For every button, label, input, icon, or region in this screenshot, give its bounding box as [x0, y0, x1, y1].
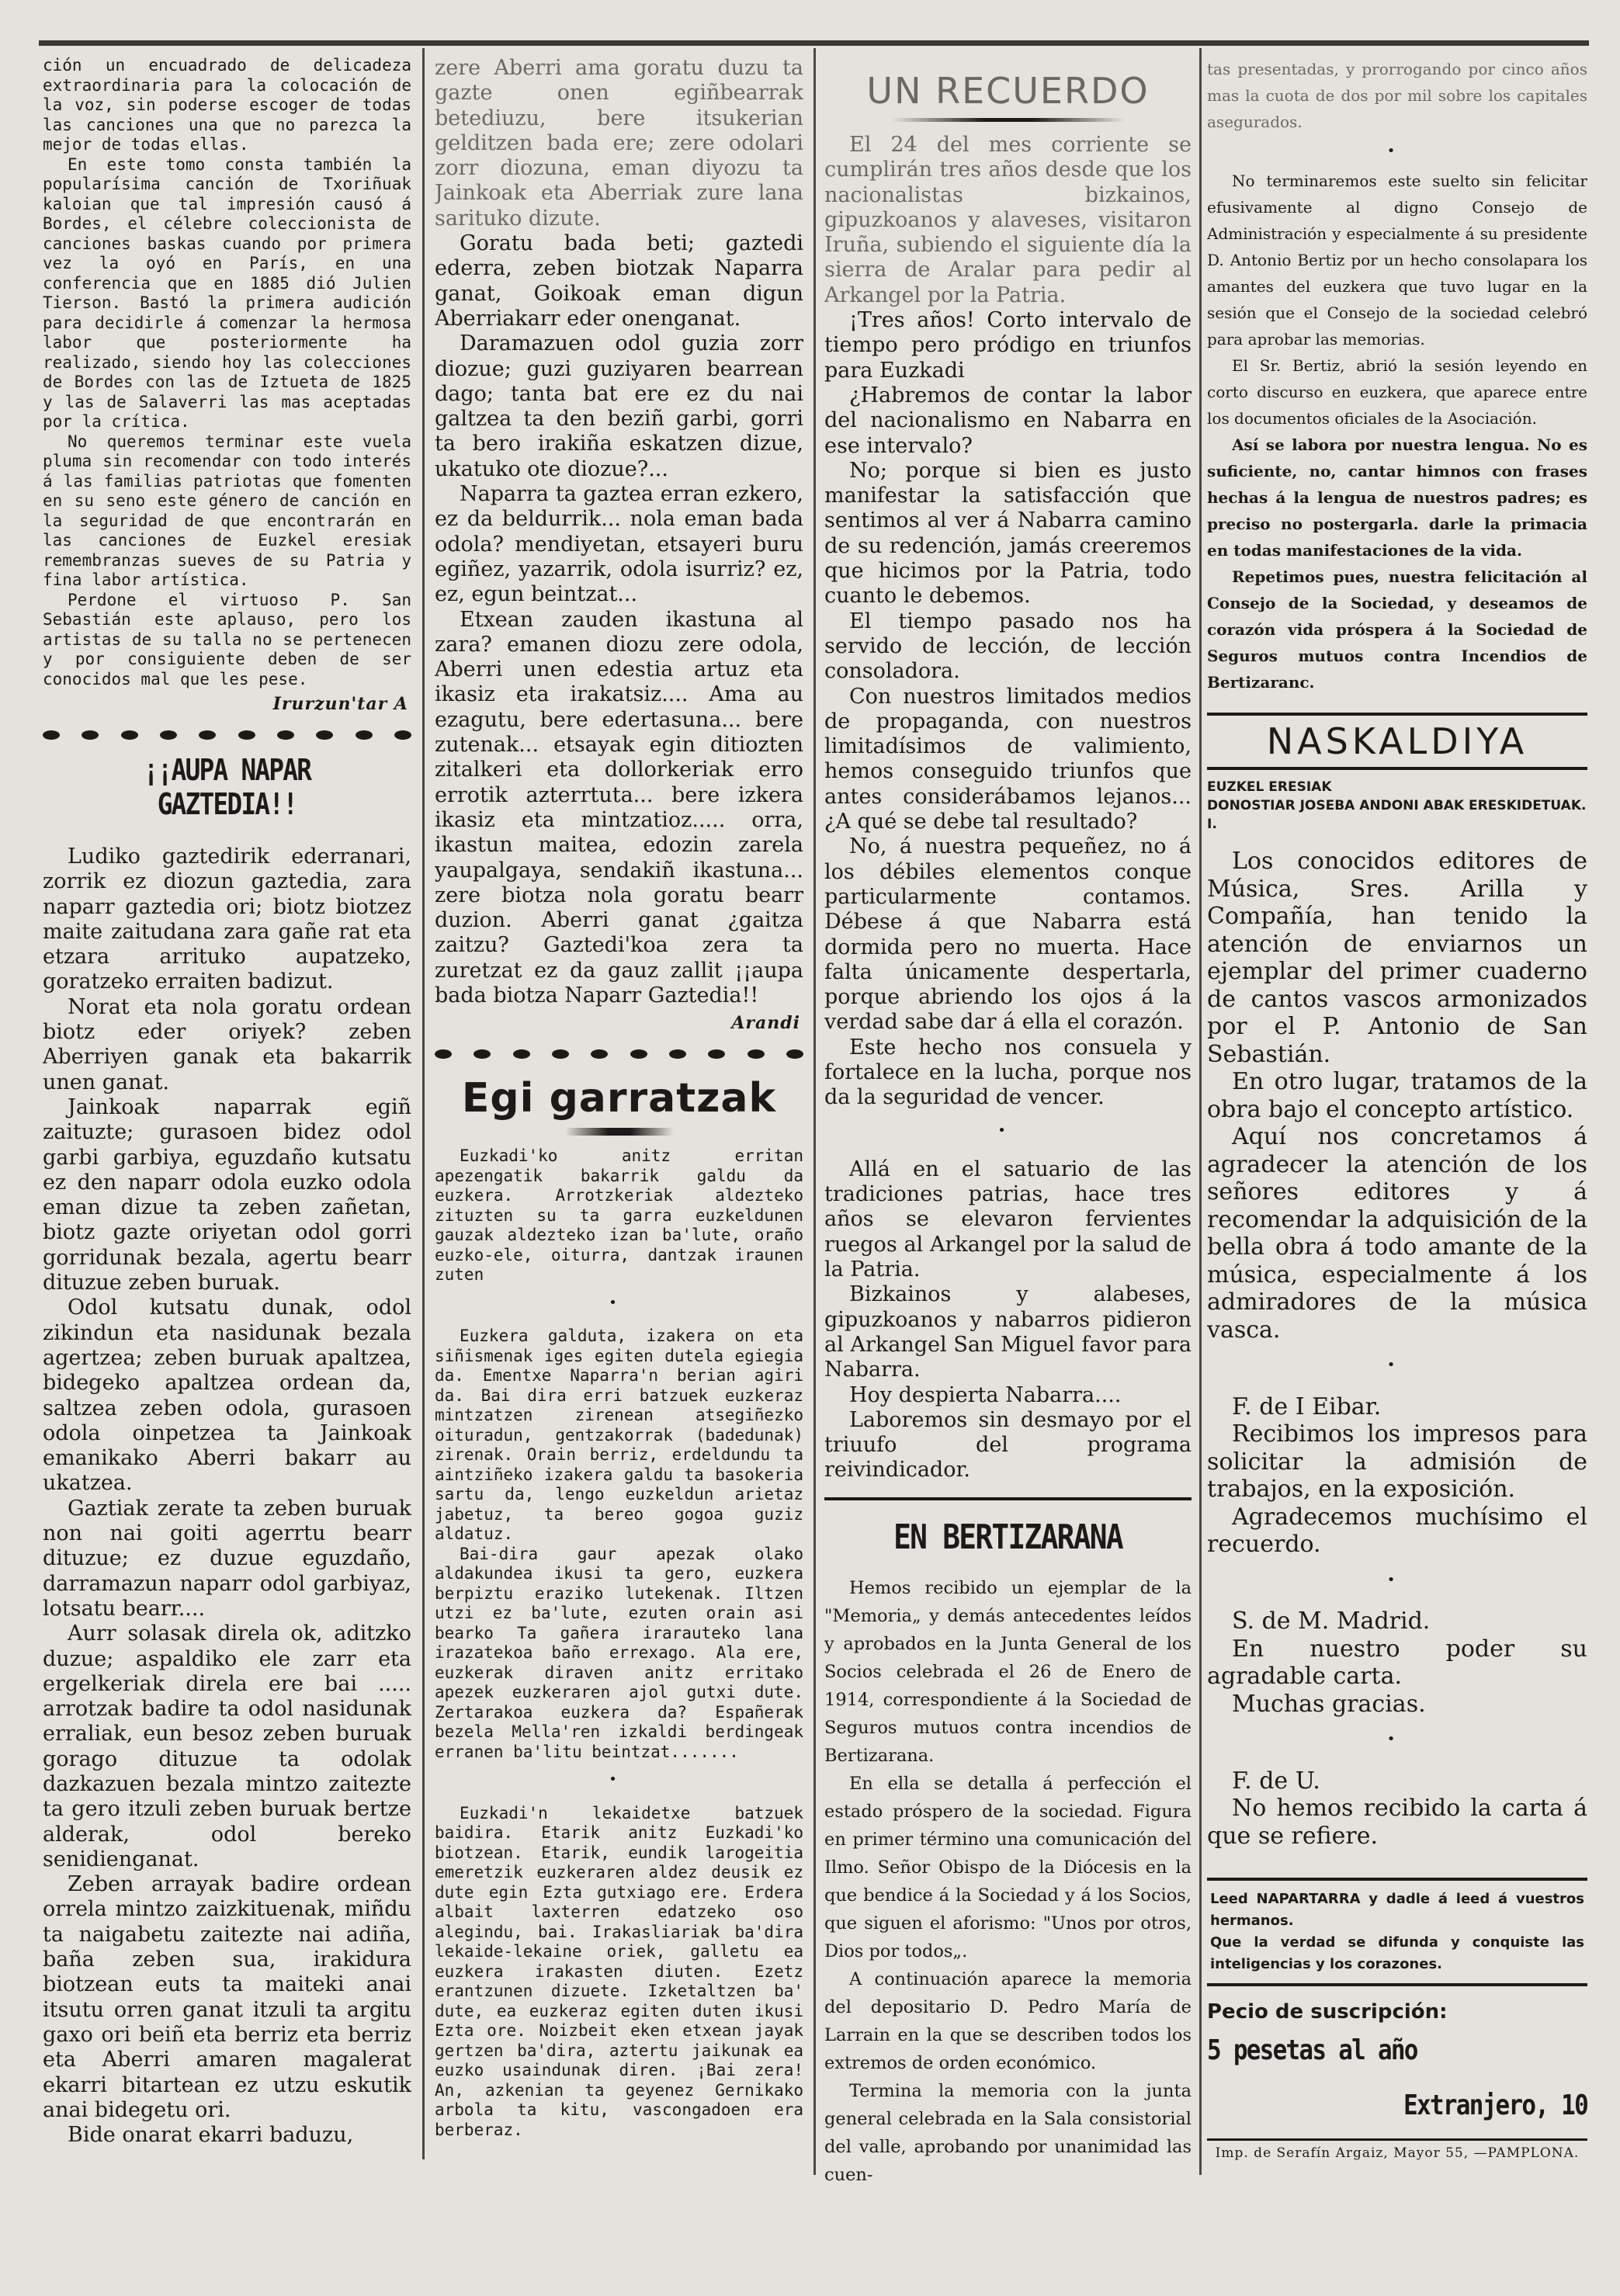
section-dots: •: [1386, 1571, 1408, 1588]
paragraph: Jainkoak naparrak egiñ zaituzte; gurasoen bidez odol garbi garbiya, eguzdaño kutsatu ez den naparr odola euzko odola eman dizue ta zeben zañetan, biotz gazte oriyetan odol gorri gorridunak bezala, agertu bearr dituzue zeben buruak.: [43, 1094, 411, 1295]
top-rule: [39, 40, 1589, 46]
column-3: [824, 56, 1192, 2189]
article-body: [1207, 848, 1587, 1850]
letter-recipient: F. de U.: [1232, 1767, 1320, 1795]
article-body: [435, 1146, 803, 2140]
paragraph: Goratu bada beti; gaztedi ederra, zeben biotzak Naparra ganat, Goikoak eman digun Aberriakarr eder onenganat.: [435, 231, 803, 331]
subscription-title: Pecio de suscripción:: [1207, 2000, 1448, 2024]
article-title: UN RECUERDO: [866, 70, 1150, 112]
paragraph: Termina la memoria con la junta general celebrada en la Sala consistorial del valle, aprobando por unanimidad las cuen-: [824, 2080, 1192, 2185]
column-rule: [813, 48, 816, 2175]
paragraph: Zeben arrayak badire ordean orrela mintzo zaizkituenak, miñdu ta naigabetu zaitezte nai adiña, baña zeben sua, irakidura biotzean euts ta maiteki anai itsutu orren ganat itzuli ta argitu gaxo ori beiñ eta berriz eta berriz eta Aberri amaren magalerat ekarri bitartean ez utzu eskutik anai bidegetu ori.: [43, 1872, 411, 2122]
ornament-swash: [892, 118, 1125, 122]
paragraph: En este tomo consta también la popularísima canción de Txoriñuak kaloian que tal impresión causó á Bordes, el célebre coleccionista de canciones baskas cuando por primera vez la oyó en París, en una conferencia que en 1885 dió Julien Tierson. Bastó la primera audición para decidirle á comenzar la hermosa labor que posteriormente ha realizado, siendo hoy las colecciones de Bordes con las de Iztueta de 1825 y las de Salaverri las mas aceptadas por la crítica.: [43, 154, 411, 431]
ornament-swash: [565, 1128, 674, 1136]
article-title: EN BERTIZARANA: [893, 1517, 1122, 1557]
section-dots: •: [1386, 143, 1408, 159]
paragraph: No terminaremos este suelto sin felicitar efusivamente al digno Consejo de Administración y especialmente á su presidente D. Antonio Bertiz por un hecho consolapara los amantes del euzkera que tuvo lugar en la sesión que el Consejo de la sociedad celebró para aprobar las memorias.: [1207, 172, 1587, 349]
music-review-continued: [43, 56, 411, 689]
paragraph: zere Aberri ama goratu duzu ta gazte onen egiñbearrak betediuzu, bere itsukerian gelditzen bada ere; zere odolari zorr diozuna, eman diyozu ta Jainkoak eta Aberriak zure lana sarituko dizute.: [435, 56, 803, 231]
paragraph: Repetimos pues, nuestra felicitación al Consejo de la Sociedad, y deseamos de corazón vida próspera á la Sociedad de Seguros mutuos contra Incendios de Bertizaranc.: [1207, 567, 1587, 692]
paragraph: En ella se detalla á perfección el estado próspero de la sociedad. Figura en primer término una comunicación del Ilmo. Señor Obispo de la Diócesis en la que bendice á la Sociedad y á los Socios, que siguen el aforismo: "Unos por otros, Dios por todos„.: [824, 1773, 1192, 1961]
paragraph: Ludiko gaztedirik ederranari, zorrik ez diozun gaztedia, zara naparr gaztedia ori; biotz biotzez maite zaitudana zara gañe rat eta etzara arrituko aupatzeko, goratzeko erraiten badizut.: [43, 845, 411, 994]
section-dots: •: [997, 1122, 1018, 1139]
paragraph: Perdone el virtuoso P. San Sebastián este aplauso, pero los artistas de su talla no se pertenecen y por consiguiente deben de ser conocidos mal que les pese.: [43, 590, 411, 688]
paragraph: Aurr solasak direla ok, aditzko duzue; aspaldiko ele zarr eta ergelkeriak direla ere bai ..... arrotzak badire ta odol nasidunak erraliak, eun besoz zeben buruak gorago dituzue ta odolak dazkazuen bezala mintzo zaitezte ta gero itzuli zeben buruak bertze alderak, odol bereko senidienganat.: [43, 1621, 411, 1871]
paragraph: Este hecho nos consuela y fortalece en la lucha, porque nos da la seguridad de vencer.: [824, 1035, 1192, 1110]
subscription-price: 5 pesetas al año: [1207, 2034, 1417, 2066]
section-header-box: [1207, 713, 1587, 770]
paragraph: Bai-dira gaur apezak olako aldakundea ikusi ta gero, euzkera berpiztu eraziko lutekenak. Iltzen utzi ez ba'lute, ezuten orain asi bearko Ta gañera irarauteko lana irazatekoa baño errexago. Ala ere, euzkerak diraven anitz erritako apezek euzkeraren ajol gutxi dute. Zertarakoa euzkera da? Españerak bezela Mella'ren izkaldi berdingeak erranen ba'litu beintzat.......: [435, 1544, 803, 1761]
section-title: NASKALDIYA: [1266, 720, 1528, 762]
article-body-continued: [435, 56, 803, 1008]
promo-line: Que la verdad se difunda y conquiste las inteligencias y los corazones.: [1210, 1934, 1584, 1972]
paragraph: Bide onarat ekarri baduzu,: [68, 2123, 354, 2148]
ornament-rule: [435, 1046, 803, 1063]
author-signature: Arandi: [731, 1013, 800, 1034]
paragraph: Norat eta nola goratu ordean biotz eder oriyek? zeben Aberriyen ganak eta bakarrik unen ganat.: [43, 994, 411, 1094]
paragraph: En otro lugar, tratamos de la obra bajo el concepto artístico.: [1207, 1068, 1587, 1123]
paragraph: tas presentadas, y prorrogando por cinco años mas la cuota de dos por mil sobre los capitales asegurados.: [1207, 60, 1587, 131]
promo-box: [1207, 1878, 1587, 1986]
paragraph: Euzkadi'n lekaidetxe batzuek baidira. Etarik anitz Euzkadi'ko biotzean. Etarik, eundik larogeitia emeretzik euzkeraren aldez deusik ez dute egin Ezta gutxiago ere. Erdera albait laxterren edatzeko oso alegindu, bai. Irakasliariak ba'dira lekaide-lekaine oriek, galletu ea euzkera irakasten diuten. Ezetz erantzunen dizuete. Izketaltzen ba' dute, ea euzkeraz egiten duten ikusi Ezta ore. Noizbeit eken etxean jayak gertzen ba'dira, aztertu jaikunak ea euzko usaindunak diren. ¡Bai zera! An, azkenian ta geyenez Gernikako arbola ta kitu, vascongadoen era berberaz.: [435, 1803, 803, 2139]
ornament-rule: [43, 727, 411, 744]
paragraph: No, á nuestra pequeñez, no á los débiles elementos conque particularmente contamos. Débese á que Nabarra está dormida pero no muerta. Hace falta únicamente despertarla, porque abriendo los ojos á la verdad sabe dar á ella el corazón.: [824, 834, 1192, 1035]
paragraph: No; porque si bien es justo manifestar la satisfacción que sentimos al ver á Nabarra camino de su redención, jamás creeremos que hicimos por la Patria, todo cuanto le debemos.: [824, 458, 1192, 609]
article-body-continued: [1207, 56, 1587, 695]
section-dots: •: [1386, 1357, 1408, 1373]
paragraph: Etxean zauden ikastuna al zara? emanen diozu zere odola, Aberri unen edestia artuz eta ikasiz eta irakatsiz.... Ama au ezagutu, bere edertasuna... bere zutenak... etsayak egin ditiozten zitalkeri eta dollorkeriak erro errotik azterrtuta... bere izkera ikasiz eta mintzatioz..... orra, ikastun maitea, edozin zarela yaupalgaya, sendakiñ ikastuna... zere biotza nola goratu bearr duzion. Aberri ganat ¿gaitza zaitzu? Gaztedi'koa zera ta zuretzat ez da gauz zallit ¡¡aupa bada biotza Naparr Gaztedia!!: [435, 607, 803, 1008]
article-body: [43, 845, 411, 2148]
article-body: [824, 1574, 1192, 2189]
paragraph: Bizkainos y alabeses, gipuzkoanos y nabarros pidieron al Arkangel San Miguel favor para Nabarra.: [824, 1282, 1192, 1382]
column-rule: [422, 48, 425, 2159]
paragraph: Euzkadi'ko anitz erritan apezengatik bakarrik galdu da euzkera. Arrotzkeriak aldezteko zituzten su ta garra euzkeldunen gauzak aldezteko izan ba'lute, oraño euzko-ele, oiturra, dantzak iraunen zuten: [435, 1146, 803, 1285]
article-body: [824, 133, 1192, 1483]
subscription-foreign: Extranjero, 10: [1403, 2090, 1587, 2121]
paragraph: Así se labora por nuestra lengua. No es suficiente, no, cantar himnos con frases hechas á la lengua de nuestros padres; es preciso no postergarla. darle la primacia en todas manifestaciones de la vida.: [1207, 435, 1587, 560]
article-title: Egi garratzak: [461, 1075, 777, 1122]
paragraph: Agradecemos muchísimo el recuerdo.: [1207, 1503, 1587, 1558]
column-4: [1207, 56, 1587, 2161]
paragraph: No queremos terminar este vuela pluma sin recomendar con todo interés á las familias patriotas que fomenten en su seno este género de canción en la seguridad de que encontrarán en las canciones de Euzkel eresiak remembranzas sueves de su Patria y fina labor artística.: [43, 432, 411, 589]
letter-recipient: F. de I Eibar.: [1232, 1393, 1382, 1420]
paragraph: Daramazuen odol guzia zorr diozue; guzi guziyaren bearrean dago; tanta bat ere ez du nai galtzea ta den beziñ garbi, gorri ta bero irakiña eskatzen dizue, ukatuko ote diozue?...: [435, 331, 803, 481]
article-title: ¡¡AUPA NAPAR GAZTEDIA!!: [143, 753, 311, 821]
paragraph: El tiempo pasado nos ha servido de lección, de lección consoladora.: [824, 609, 1192, 684]
paragraph: Euzkera galduta, izakera on eta siñismenak iges egiten dutela egiegia da. Ementxe Naparra'n berian agiri da. Bai dira erri batzuek euzkeraz mintzatzen zirenean atsegiñezko oituradun, gentzakorrak (badedunak) zirenak. Orain berriz, erdeldundu ta aintziñeko izakera galdu ta basokeria sartu da, lengo euzkeldun arietaz jabetuz, ta bereo gogoa guziz aldatuz.: [435, 1327, 803, 1544]
section-subtitle: [1207, 778, 1587, 834]
paragraph: Hoy despierta Nabarra....: [849, 1382, 1122, 1407]
paragraph: A continuación aparece la memoria del depositario D. Pedro María de Larrain en la que se describen todos los extremos de orden económico.: [824, 1968, 1192, 2073]
paragraph: Allá en el satuario de las tradiciones patrias, hace tres años se elevaron fervientes ruegos al Arkangel por la salud de la Patria.: [824, 1157, 1192, 1282]
paragraph: El 24 del mes corriente se cumplirán tres años desde que los nacionalistas bizkainos, gipuzkoanos y alaveses, visitaron Iruña, subiendo el siguiente día la sierra de Aralar para pedir al Arkangel por la Patria.: [824, 133, 1192, 307]
paragraph: Hemos recibido un ejemplar de la "Memoria„ y demás antecedentes leídos y aprobados en la Junta General de los Socios celebrada el 26 de Enero de 1914, correspondiente á la Sociedad de Seguros mutuos contra incendios de Bertizarana.: [824, 1577, 1192, 1766]
author-signature: Irurzun'tar A: [272, 694, 408, 714]
paragraph: Con nuestros limitados medios de propaganda, con nuestros limitadísimos de valimiento, hemos conseguido triunfos que antes considerábamos lejanos... ¿A qué se debe tal resultado?: [824, 684, 1192, 834]
promo-line: Leed NAPARTARRA y dadle á leed á vuestros hermanos.: [1210, 1891, 1584, 1929]
subtitle-line: DONOSTIAR JOSEBA ANDONI ABAK ERESKIDETUAK. I.: [1207, 798, 1587, 832]
subtitle-line: EUZKEL ERESIAK: [1207, 779, 1332, 795]
paragraph: Gaztiak zerate ta zeben buruak non nai goiti agerrtu bearr dituzue; ez duzue eguzdaño, darramazun naparr odol garbiyaz, lotsatu bearr....: [43, 1496, 411, 1621]
section-dots: •: [609, 1771, 630, 1788]
paragraph: Los conocidos editores de Música, Sres. Arilla y Compañía, han tenido la atención de enviarnos un ejemplar del primer cuaderno de cantos vascos armonizados por el P. Antonio de San Sebastián.: [1207, 848, 1587, 1068]
column-1: [43, 56, 411, 2148]
letter-recipient: S. de M. Madrid.: [1232, 1608, 1431, 1635]
paragraph: Muchas gracias.: [1232, 1690, 1426, 1718]
section-dots: •: [1386, 1731, 1408, 1747]
paragraph: En nuestro poder su agradable carta.: [1207, 1635, 1587, 1690]
paragraph: No hemos recibido la carta á que se refiere.: [1207, 1795, 1587, 1850]
paragraph: Aquí nos concretamos á agradecer la atención de los señores editores y á recomendar la adquisición de la bella obra á todo amante de la música, especialmente á los admiradores de la música vasca.: [1207, 1123, 1587, 1344]
paragraph: ¡Tres años! Corto intervalo de tiempo pero pródigo en triunfos para Euzkadi: [824, 308, 1192, 383]
column-2: [435, 56, 803, 2140]
paragraph: ción un encuadrado de delicadeza extraordinaria para la colocación de la voz, sin poderse escoger de todas las canciones una que no parezca la mejor de todas ellas.: [43, 56, 411, 154]
section-dots: •: [609, 1294, 630, 1311]
paragraph: ¿Habremos de contar la labor del nacionalismo en Nabarra en ese intervalo?: [824, 383, 1192, 458]
paragraph: Odol kutsatu dunak, odol zikindun eta nasidunak bezala agertzea; zeben buruak apaltzea, bidegeko apaltzea ordean da, saltzea zeben odola, gurasoen odola oinpetzea ta Jainkoak emanikako Aberri bakarr au ukatzea.: [43, 1295, 411, 1496]
paragraph: Recibimos los impresos para solicitar la admisión de trabajos, en la exposición.: [1207, 1420, 1587, 1503]
paragraph: El Sr. Bertiz, abrió la sesión leyendo en corto discurso en euzkera, que aparece entre los documentos oficiales de la Asociación.: [1207, 356, 1587, 428]
paragraph: Naparra ta gaztea erran ezkero, ez da beldurrik... nola eman bada odola? mendiyetan, etsayeri buru egiñez, yazarrik, odola isurriz? ez, ez, egun beintzat...: [435, 482, 803, 607]
printer-imprint: Imp. de Serafín Argaiz, Mayor 55, —PAMPLONA.: [1207, 2138, 1587, 2161]
column-rule: [1199, 48, 1202, 2175]
section-rule: [824, 1497, 1192, 1500]
paragraph: Laboremos sin desmayo por el triuufo del programa reivindicador.: [824, 1407, 1192, 1483]
